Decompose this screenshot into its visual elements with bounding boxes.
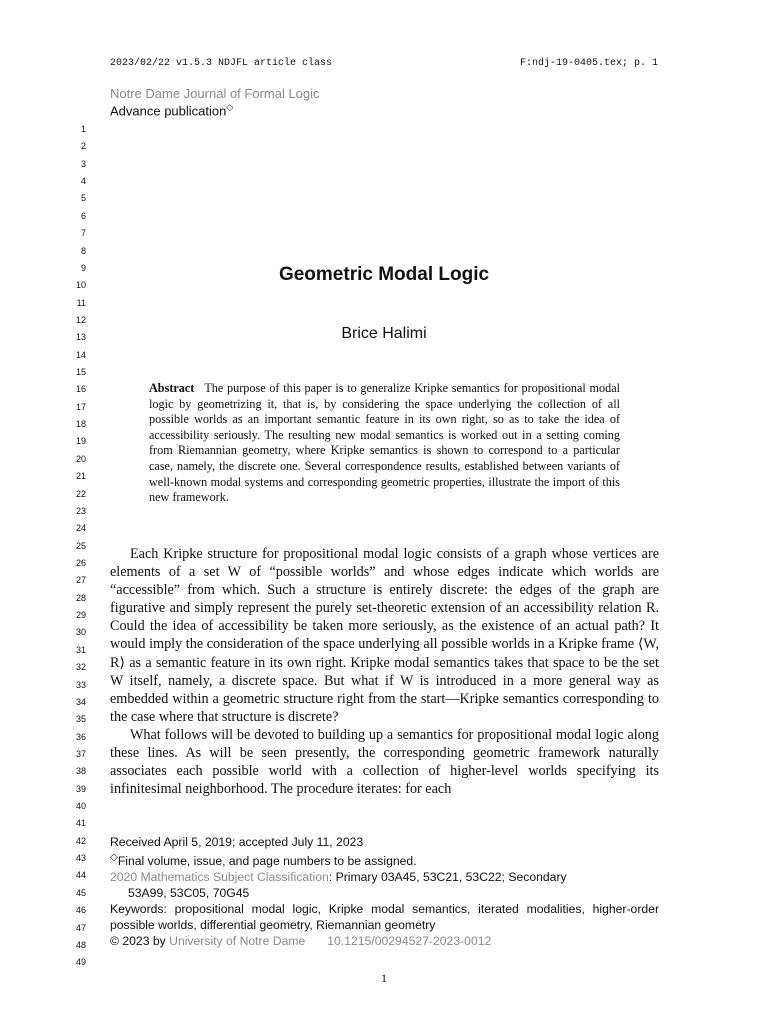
- diamond-mark: ◇: [226, 102, 234, 112]
- line-number: 33: [75, 679, 86, 690]
- msc-primary: : Primary 03A45, 53C21, 53C22; Secondary: [328, 870, 567, 885]
- line-number: 13: [75, 332, 86, 343]
- copyright: [110, 933, 659, 949]
- line-number: 30: [75, 627, 86, 638]
- line-number: 26: [75, 558, 86, 568]
- line-number: 6: [80, 210, 86, 221]
- line-number: 20: [75, 453, 86, 464]
- line-number: 29: [75, 610, 86, 621]
- keywords: Keywords: propositional modal logic, Kripke modal semantics, iterated modalities, higher-order possible worlds, differential geometry, Riemannian geometry: [110, 902, 659, 933]
- line-number: 23: [75, 505, 86, 516]
- msc-secondary: 53A99, 53C05, 70G45: [128, 886, 250, 901]
- line-number: 21: [75, 471, 86, 482]
- line-number: 7: [80, 228, 86, 239]
- line-number: 41: [75, 818, 86, 829]
- line-number: 8: [80, 245, 86, 256]
- line-number: 19: [75, 436, 86, 447]
- line-number: 39: [75, 783, 86, 794]
- line-number: 47: [75, 922, 86, 933]
- final-volume-text: Final volume, issue, and page numbers to be assigned.: [117, 854, 417, 869]
- line-number: 5: [80, 193, 86, 204]
- line-number: 46: [75, 905, 86, 916]
- line-number: 9: [80, 262, 86, 273]
- body-text: [110, 545, 659, 798]
- msc-link[interactable]: 2020 Mathematics Subject Classification: [110, 870, 329, 885]
- line-number: 35: [75, 714, 86, 725]
- running-header-right: F:ndj-19-0405.tex; p. 1: [519, 58, 658, 69]
- paper-title: Geometric Modal Logic: [278, 264, 490, 285]
- line-number: 36: [75, 731, 86, 742]
- publisher-link[interactable]: University of Notre Dame: [169, 934, 306, 949]
- line-number: 16: [75, 384, 86, 395]
- paragraph: What follows will be devoted to building up a semantics for propositional modal logic along these lines. As will be seen presently, the corresponding geometric framework naturally associates each possible world with a collection of higher-level worlds specifying its infinitesimal neighborhood. The procedure iterates: for each: [110, 726, 659, 798]
- line-number: 27: [75, 575, 86, 586]
- line-number: 2: [80, 141, 86, 152]
- copyright-prefix: © 2023 by: [110, 934, 166, 949]
- paragraph: Each Kripke structure for propositional modal logic consists of a graph whose vertices are elements of a set W of “possible worlds” and whose edges indicate which worlds are “accessible” from which. Such a structure is entirely discrete: the edges of the graph are figurative and simply represent the purely set-theoretic extension of an accessibility relation R. Could the idea of accessibility be taken more seriously, as the existence of an actual path? It would imply the consideration of the space underlying all possible worlds in a Kripke frame ⟨W, R⟩ as a semantic feature in its own right. Kripke modal semantics takes that space to be the set W itself, namely, a discrete space. But what if W is introduced in a more general way as embedded within a geometric structure right from the start—Kripke semantics corresponding to the case where that structure is discrete?: [110, 546, 659, 725]
- abstract: [149, 381, 620, 506]
- line-number: 15: [75, 367, 86, 378]
- final-volume-note: [110, 850, 659, 869]
- msc-classification: [110, 869, 659, 885]
- paper-author: Brice Halimi: [341, 325, 427, 342]
- line-number: 25: [75, 540, 86, 551]
- line-number: 42: [75, 835, 86, 846]
- footnotes: [110, 834, 659, 949]
- line-number: 44: [75, 870, 86, 881]
- line-number: 3: [80, 158, 86, 169]
- running-header-left: 2023/02/22 v1.5.3 NDJFL article class: [110, 58, 333, 69]
- line-number: 49: [75, 957, 86, 968]
- journal-name: Notre Dame Journal of Formal Logic: [110, 86, 320, 101]
- advance-publication: [110, 102, 233, 118]
- advance-publication-label: Advance publication: [110, 103, 227, 119]
- line-number: 37: [75, 748, 86, 759]
- line-number: 10: [75, 280, 86, 291]
- diamond-mark: ◇: [110, 852, 118, 863]
- received-note: Received April 5, 2019; accepted July 11, 2023: [110, 835, 364, 849]
- abstract-label: Abstract: [149, 381, 195, 395]
- line-number: 17: [75, 401, 86, 412]
- line-number: 24: [75, 523, 86, 534]
- line-number: 48: [75, 939, 86, 950]
- line-number: 11: [76, 297, 86, 308]
- line-number: 4: [80, 176, 86, 187]
- line-number: 32: [75, 662, 86, 673]
- abstract-text: The purpose of this paper is to generalize Kripke semantics for propositional modal logic by geometrizing it, that is, by considering the space underlying the collection of all possible worlds as an important semantic feature in its own right, so as to take the idea of accessibility seriously. The resulting new modal semantics is worked out in a setting coming from Riemannian geometry, where Kripke semantics is shown to correspond to a particular case, namely, the discrete one. Several correspondence results, established between variants of well-known modal systems and corresponding geometric properties, illustrate the import of this new framework.: [149, 381, 620, 505]
- line-number: 40: [75, 801, 86, 812]
- line-number: 18: [75, 419, 86, 430]
- line-number: 14: [75, 349, 86, 360]
- line-number: 1: [80, 124, 86, 134]
- line-number: 28: [75, 592, 86, 603]
- line-number: 45: [75, 887, 86, 898]
- line-number: 22: [75, 488, 86, 499]
- line-number: 34: [75, 696, 86, 707]
- line-number: 31: [75, 644, 86, 655]
- line-number: 43: [75, 853, 86, 864]
- doi-link[interactable]: 10.1215/00294527-2023-0012: [327, 934, 492, 949]
- line-number: 38: [75, 766, 86, 777]
- page-number: 1: [381, 971, 387, 985]
- line-number: 12: [75, 314, 86, 325]
